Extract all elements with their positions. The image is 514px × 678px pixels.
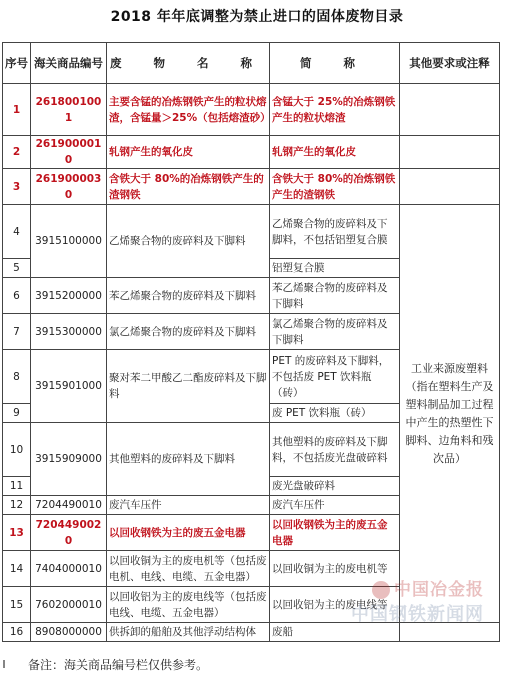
row-short: 其他塑料的废碎料及下脚料，不包括废光盘破碎料 <box>270 423 400 477</box>
row-name: 供拆卸的船舶及其他浮动结构体 <box>107 623 270 642</box>
header-no: 序号 <box>3 43 31 84</box>
row-no: 1 <box>3 84 31 136</box>
row-code: 7602000010 <box>31 587 107 623</box>
row-name: 以回收钢铁为主的废五金电器 <box>107 515 270 551</box>
row-name: 氯乙烯聚合物的废碎料及下脚料 <box>107 314 270 350</box>
row-code: 3915100000 <box>31 205 107 278</box>
row-no: 9 <box>3 404 31 423</box>
row-short: 乙烯聚合物的废碎料及下脚料，不包括铝塑复合膜 <box>270 205 400 259</box>
header-remark: 其他要求或注释 <box>400 43 500 84</box>
row-no: 12 <box>3 496 31 515</box>
row-no: 3 <box>3 169 31 205</box>
row-code: 7404000010 <box>31 551 107 587</box>
row-no: 11 <box>3 477 31 496</box>
row-no: 8 <box>3 350 31 404</box>
table-header-row <box>3 43 500 84</box>
row-short: 以回收铜为主的废电机等 <box>270 551 400 587</box>
row-name: 以回收铜为主的废电机等（包括废电机、电线、电缆、五金电器） <box>107 551 270 587</box>
header-code: 海关商品编号 <box>31 43 107 84</box>
row-code: 2619000010 <box>31 136 107 169</box>
row-name: 轧钢产生的氧化皮 <box>107 136 270 169</box>
waste-catalog-table <box>2 42 500 642</box>
row-code: 2618001001 <box>31 84 107 136</box>
row-no: 16 <box>3 623 31 642</box>
row-remark <box>400 623 500 642</box>
row-name: 聚对苯二甲酸乙二酯废碎料及下脚料 <box>107 350 270 423</box>
row-remark <box>400 169 500 205</box>
row-no: 6 <box>3 278 31 314</box>
row-short: 以回收铝为主的废电线等 <box>270 587 400 623</box>
row-code: 3915901000 <box>31 350 107 423</box>
row-name: 以回收铝为主的废电线等（包括废电线、电缆、五金电器） <box>107 587 270 623</box>
row-no: 2 <box>3 136 31 169</box>
row-name: 废汽车压件 <box>107 496 270 515</box>
row-no: 14 <box>3 551 31 587</box>
footnote: 备注：海关商品编号栏仅供参考。 <box>28 658 209 672</box>
row-code: 8908000000 <box>31 623 107 642</box>
row-code: 3915200000 <box>31 278 107 314</box>
row-remark-merged: 工业来源废塑料（指在塑料生产及塑料制品加工过程中产生的热塑性下脚料、边角料和残次品） <box>400 205 500 623</box>
row-name: 其他塑料的废碎料及下脚料 <box>107 423 270 496</box>
row-short: 废船 <box>270 623 400 642</box>
row-short: 废光盘破碎料 <box>270 477 400 496</box>
table-row <box>3 623 500 642</box>
row-short: 以回收钢铁为主的废五金电器 <box>270 515 400 551</box>
header-name: 废 物 名 称 <box>107 43 270 84</box>
header-short: 简 称 <box>270 43 400 84</box>
watermark-line2: 中国钢铁新闻网 <box>351 604 484 625</box>
row-no: 15 <box>3 587 31 623</box>
row-name: 主要含锰的冶炼钢铁产生的粒状熔渣，含锰量＞25%（包括熔渣砂） <box>107 84 270 136</box>
row-code: 2619000030 <box>31 169 107 205</box>
row-name: 乙烯聚合物的废碎料及下脚料 <box>107 205 270 278</box>
row-code: 7204490020 <box>31 515 107 551</box>
row-short: 苯乙烯聚合物的废碎料及下脚料 <box>270 278 400 314</box>
row-short: 含铁大于 80%的冶炼钢铁产生的渣钢铁 <box>270 169 400 205</box>
row-no: 13 <box>3 515 31 551</box>
table-row <box>3 169 500 205</box>
row-short: 氯乙烯聚合物的废碎料及下脚料 <box>270 314 400 350</box>
row-short: 废汽车压件 <box>270 496 400 515</box>
row-code: 3915300000 <box>31 314 107 350</box>
row-no: 4 <box>3 205 31 259</box>
row-code: 7204490010 <box>31 496 107 515</box>
table-row <box>3 136 500 169</box>
row-remark <box>400 84 500 136</box>
row-name: 苯乙烯聚合物的废碎料及下脚料 <box>107 278 270 314</box>
row-short: 轧钢产生的氧化皮 <box>270 136 400 169</box>
row-no: 10 <box>3 423 31 477</box>
table-row <box>3 84 500 136</box>
page-title: 2018 年年底调整为禁止进口的固体废物目录 <box>110 9 404 25</box>
row-short: 铝塑复合膜 <box>270 259 400 278</box>
row-no: 7 <box>3 314 31 350</box>
row-no: 5 <box>3 259 31 278</box>
row-name: 含铁大于 80%的冶炼钢铁产生的渣钢铁 <box>107 169 270 205</box>
row-short: PET 的废碎料及下脚料，不包括废 PET 饮料瓶（砖） <box>270 350 400 404</box>
corner-mark-icon <box>2 658 14 670</box>
watermark-text1: 中国冶金报 <box>394 580 484 600</box>
table-row <box>3 205 500 259</box>
row-remark <box>400 136 500 169</box>
row-code: 3915909000 <box>31 423 107 496</box>
row-short: 废 PET 饮料瓶（砖） <box>270 404 400 423</box>
row-short: 含锰大于 25%的冶炼钢铁产生的粒状熔渣 <box>270 84 400 136</box>
